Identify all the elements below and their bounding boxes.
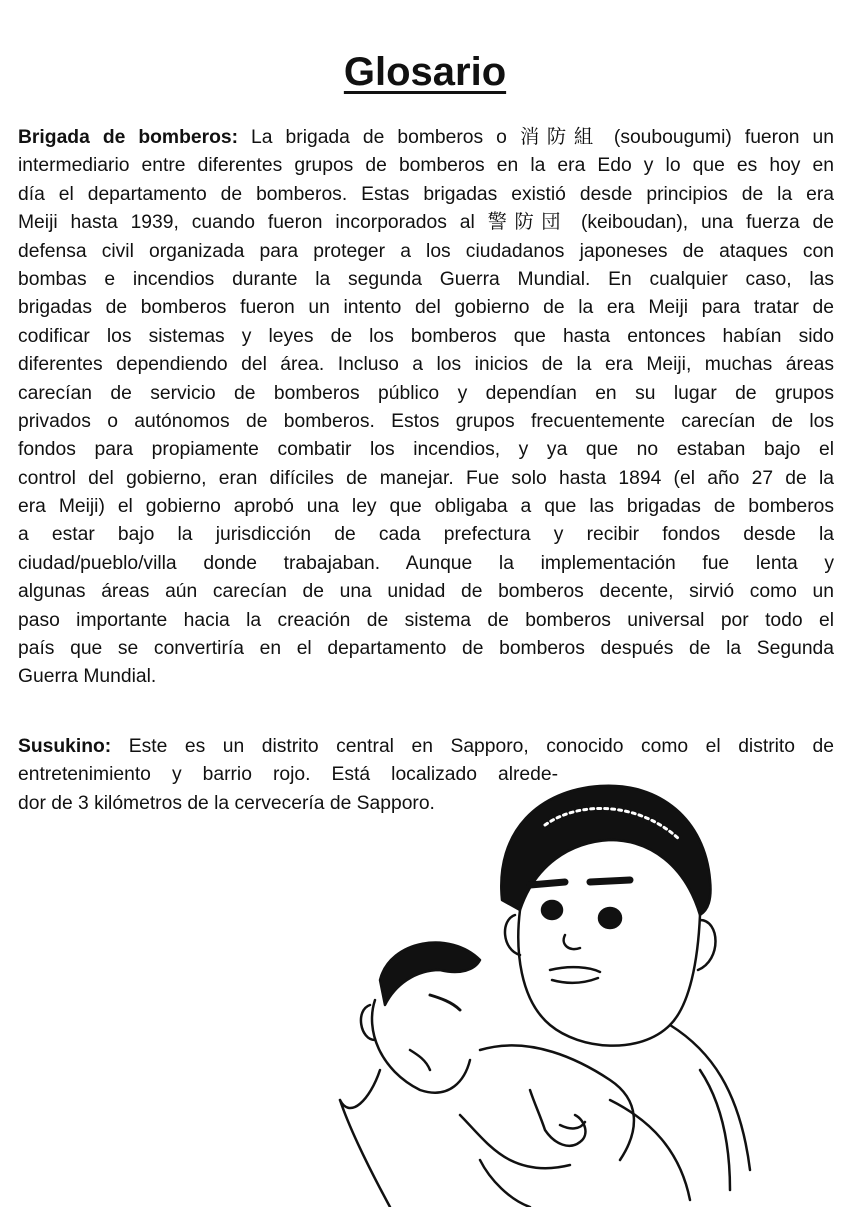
entry-line: privados o autónomos de bomberos. Estos grupos frecuentemente carecían de los (18, 410, 834, 432)
entry-line: dor de 3 kilómetros de la cervecería de Sapporo. (18, 792, 435, 814)
hand-outline (530, 1090, 585, 1146)
hair-shape (501, 786, 710, 915)
entry-line: brigadas de bomberos fueron un intento del gobierno de la era Meiji para tratar de (18, 297, 834, 319)
entry-line: fondos para propiamente combatir los incendios, y ya que no estaban bajo el (18, 439, 834, 461)
glossary-term: Brigada de bomberos: (18, 127, 239, 148)
manga-illustration (280, 770, 840, 1207)
entry-line: día el departamento de bomberos. Estas brigadas existió desde principios de la era (18, 183, 834, 205)
entry-line: bombas e incendios durante la segunda Guerra Mundial. En cualquier caso, las (18, 268, 834, 290)
entry-line: a estar bajo la jurisdicción de cada prefectura y recibir fondos desde la (18, 524, 834, 546)
entry-line: Guerra Mundial. (18, 666, 157, 688)
entry-line: paso importante hacia la creación de sistema de bomberos universal por todo el (18, 609, 834, 631)
entry-line: Meiji hasta 1939, cuando fueron incorporados al 警防団 (keiboudan), una fuerza de (18, 212, 834, 234)
entry-line: era Meiji) el gobierno aprobó una ley que obligaba a que las brigadas de bomberos (18, 496, 834, 518)
entry-line: codificar los sistemas y leyes de los bomberos que hasta entonces habían sido (18, 325, 834, 347)
page-title-wrap (0, 50, 850, 95)
entry-line (18, 733, 834, 761)
entry-line (18, 124, 834, 152)
entry-line: control del gobierno, eran difíciles de manejar. Fue solo hasta 1894 (el año 27 de la (18, 467, 834, 489)
entry-line: entretenimiento y barrio rojo. Está localizado alrede- (18, 764, 558, 786)
entry-text: Este es un distrito central en Sapporo, conocido como el distrito de (111, 736, 834, 757)
entry-line: diferentes dependiendo del área. Incluso a los inicios de la era Meiji, muchas áreas (18, 354, 834, 376)
entry-line: ciudad/pueblo/villa donde trabajaban. Aunque la implementación fue lenta y (18, 552, 834, 574)
entry-line: carecían de servicio de bomberos público y dependían en su lugar de grupos (18, 382, 834, 404)
glossary-term: Susukino: (18, 736, 112, 757)
entry-line: algunas áreas aún carecían de una unidad de bomberos decente, sirvió como un (18, 581, 834, 603)
entry-line: país que se convertiría en el departamento de bomberos después de la Segunda (18, 638, 834, 660)
entry-line: intermediario entre diferentes grupos de bomberos en la era Edo y lo que es hoy en (18, 155, 834, 177)
entry-text: La brigada de bomberos o 消防組 (soubougumi) fueron un (238, 127, 834, 148)
glossary-entry-brigada (18, 124, 834, 692)
entry-line: defensa civil organizada para proteger a los ciudadanos japoneses de ataques con (18, 240, 834, 262)
page-title: Glosario (343, 50, 507, 94)
